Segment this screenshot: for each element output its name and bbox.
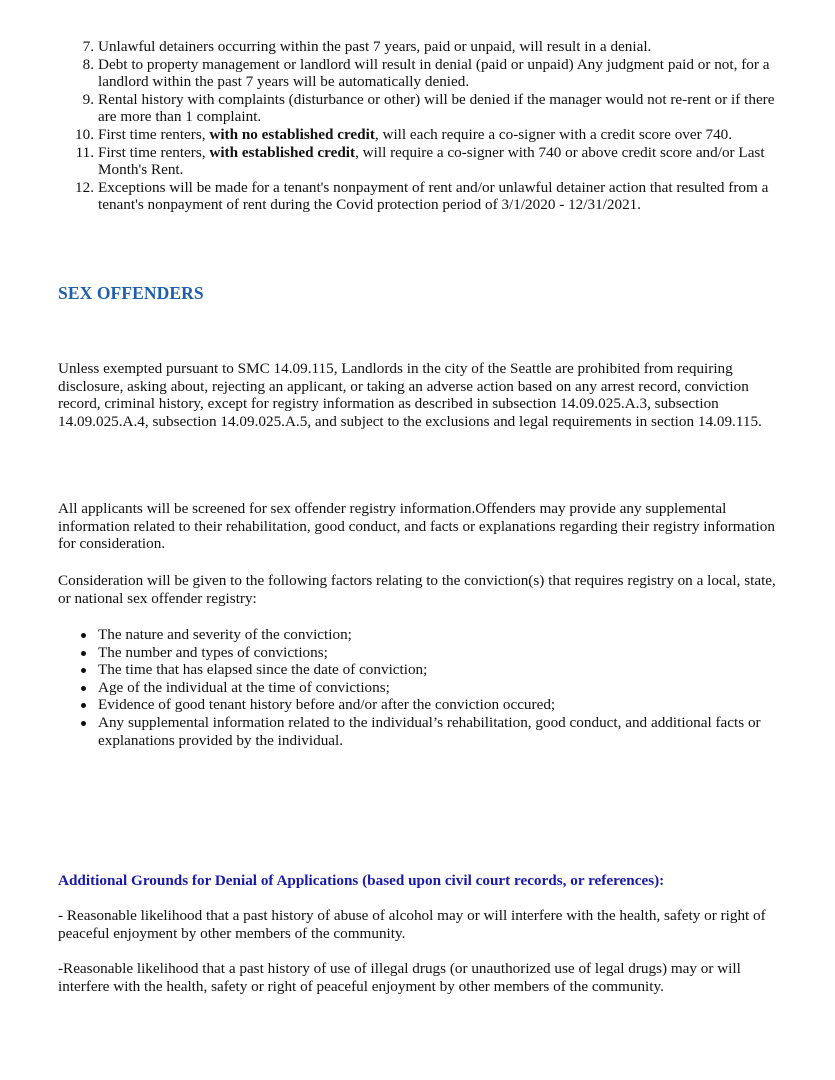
item-text: , will require a co-signer with 740 or above credit score and/or Last Month's Rent. xyxy=(98,143,765,179)
bullet-icon xyxy=(81,686,86,691)
item-number: 8. xyxy=(82,55,94,73)
item-text: , will each require a co-signer with a credit score over 740. xyxy=(374,125,733,143)
item-number: 7. xyxy=(82,38,94,55)
factor-text: Any supplemental information related to the individual’s rehabilitation, good conduct, and additional facts or explanations provided by the individual. xyxy=(98,713,761,749)
item-emphasis: with established credit xyxy=(209,143,356,161)
consideration-factors-list xyxy=(58,626,783,749)
item-text: Exceptions will be made for a tenant's nonpayment of rent and/or unlawful detainer action that resulted from a tenant's nonpayment of rent during the Covid protection period of 3/1/2020 - 12/31/2021. xyxy=(98,178,769,214)
factor-text: The time that has elapsed since the date of conviction; xyxy=(98,661,428,679)
item-text: Unlawful detainers occurring within the past 7 years, paid or unpaid, will result in a denial. xyxy=(98,38,652,55)
registry-screening-paragraph: All applicants will be screened for sex offender registry information.Offenders may provide any supplemental information related to their rehabilitation, good conduct, and facts or explanations regarding their registry information for consideration. xyxy=(58,500,775,553)
item-text: First time renters, xyxy=(98,125,210,143)
item-number: 11. xyxy=(75,143,94,161)
factor-text: The number and types of convictions; xyxy=(98,643,328,661)
criteria-item xyxy=(58,38,788,56)
criteria-item xyxy=(58,56,788,91)
bullet-icon xyxy=(81,703,86,708)
factor-item xyxy=(58,679,783,697)
item-emphasis: with no established credit xyxy=(209,125,375,143)
factor-text: The nature and severity of the conviction; xyxy=(98,626,352,643)
item-text: Rental history with complaints (disturbance or other) will be denied if the manager would not re-rent or if there are more than 1 complaint. xyxy=(98,90,775,126)
item-number: 9. xyxy=(82,90,94,108)
criteria-item xyxy=(58,126,788,144)
bullet-icon xyxy=(81,668,86,673)
item-number: 10. xyxy=(75,125,94,143)
alcohol-grounds-paragraph: - Reasonable likelihood that a past history of abuse of alcohol may or will interfere with the health, safety or right of peaceful enjoyment by other members of the community. xyxy=(58,907,766,942)
bullet-icon xyxy=(81,721,86,726)
factor-item xyxy=(58,661,783,679)
consideration-paragraph: Consideration will be given to the following factors relating to the conviction(s) that requires registry on a local, state, or national sex offender registry: xyxy=(58,572,776,607)
item-text: Debt to property management or landlord will result in denial (paid or unpaid) Any judgment paid or not, for a landlord within the past 7 years will be automatically denied. xyxy=(98,55,770,91)
sex-offenders-heading: SEX OFFENDERS xyxy=(58,283,204,303)
additional-grounds-heading: Additional Grounds for Denial of Applications (based upon civil court records, or references): xyxy=(58,872,665,889)
smc-exemption-paragraph: Unless exempted pursuant to SMC 14.09.115, Landlords in the city of the Seattle are prohibited from requiring disclosure, asking about, rejecting an applicant, or taking an adverse action based on any arrest record, conviction record, criminal history, except for registry information as described in subsection 14.09.025.A.3, subsection 14.09.025.A.4, subsection 14.09.025.A.5, and subject to the exclusions and legal requirements in section 14.09.115. xyxy=(58,360,762,430)
factor-item xyxy=(58,696,783,714)
item-text: First time renters, xyxy=(98,143,210,161)
criteria-item xyxy=(58,179,788,214)
bullet-icon xyxy=(81,633,86,638)
criteria-item xyxy=(58,91,788,126)
item-number: 12. xyxy=(75,178,94,196)
factor-text: Evidence of good tenant history before and/or after the conviction occured; xyxy=(98,696,556,714)
factor-item xyxy=(58,714,783,749)
factor-item xyxy=(58,644,783,662)
criteria-numbered-list xyxy=(58,38,788,214)
bullet-icon xyxy=(81,651,86,656)
factor-text: Age of the individual at the time of convictions; xyxy=(98,678,390,696)
drugs-grounds-paragraph: -Reasonable likelihood that a past history of use of illegal drugs (or unauthorized use of legal drugs) may or will interfere with the health, safety or right of peaceful enjoyment by other members of the community. xyxy=(58,960,741,995)
factor-item xyxy=(58,626,783,644)
criteria-item xyxy=(58,144,788,179)
